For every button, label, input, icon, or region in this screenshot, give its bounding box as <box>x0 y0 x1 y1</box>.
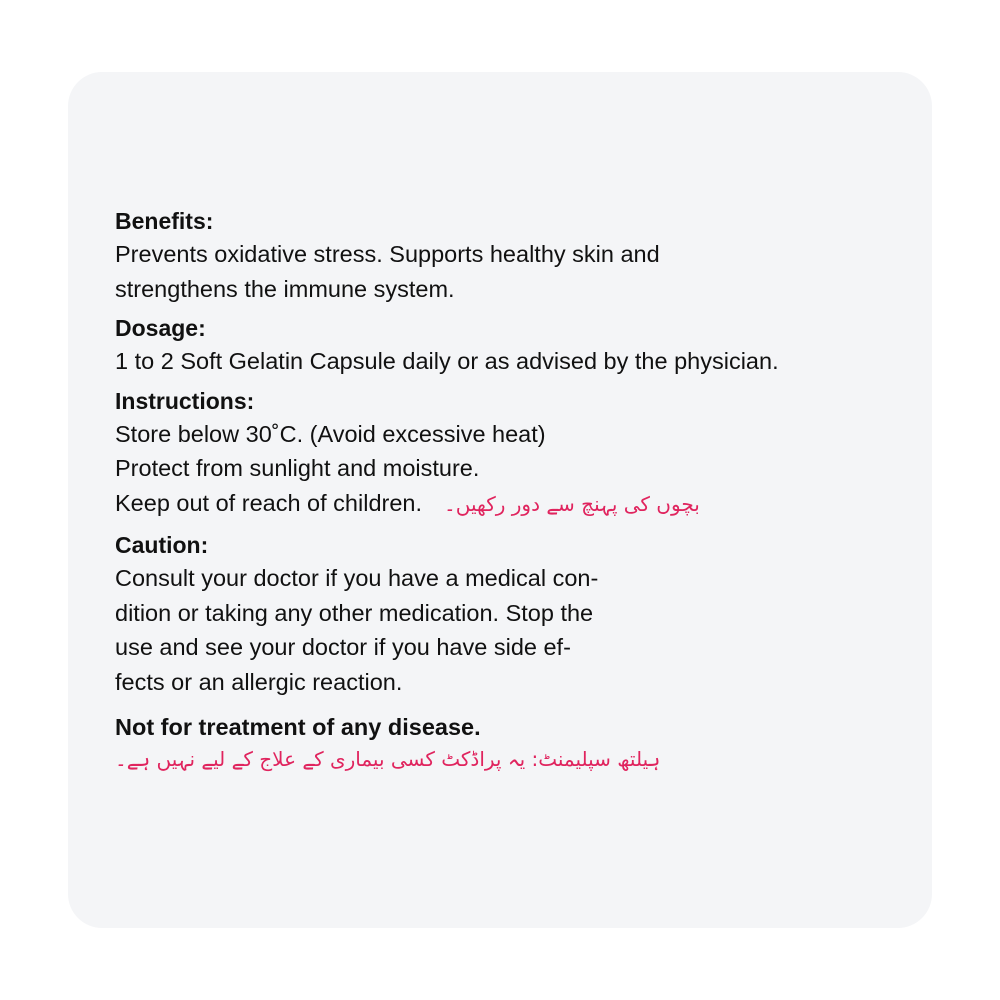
instructions-children-text: Keep out of reach of children. <box>115 489 423 516</box>
instructions-line: Protect from sunlight and moisture. <box>115 455 480 481</box>
caution-line: Consult your doctor if you have a medical con- <box>115 565 599 591</box>
product-label-text <box>115 205 915 771</box>
benefits-heading: Benefits: <box>115 208 214 234</box>
dosage-section <box>115 312 915 379</box>
caution-section <box>115 529 915 699</box>
dosage-line: 1 to 2 Soft Gelatin Capsule daily or as advised by the physician. <box>115 348 779 374</box>
instructions-heading: Instructions: <box>115 387 255 414</box>
instructions-line: Store below 30˚C. (Avoid excessive heat) <box>115 420 546 447</box>
disclaimer-text: Not for treatment of any disease. <box>115 714 481 740</box>
urdu-disclaimer: ہیلتھ سپلیمنٹ: یہ پراڈکٹ کسی بیماری کے علاج کے لیے نہیں ہے۔ <box>115 747 661 771</box>
instructions-section <box>115 385 915 522</box>
caution-line: fects or an allergic reaction. <box>115 668 403 695</box>
benefits-line: Prevents oxidative stress. Supports healthy skin and <box>115 241 660 267</box>
instructions-line-children <box>115 486 915 522</box>
benefits-line: strengthens the immune system. <box>115 275 455 302</box>
caution-heading: Caution: <box>115 532 209 558</box>
caution-line: use and see your doctor if you have side ef- <box>115 634 571 660</box>
benefits-section <box>115 205 915 306</box>
caution-line: dition or taking any other medication. Stop the <box>115 599 594 626</box>
dosage-heading: Dosage: <box>115 315 206 341</box>
urdu-children-note: بچوں کی پہنچ سے دور رکھیں۔ <box>444 491 700 516</box>
disclaimer-section <box>115 711 915 771</box>
